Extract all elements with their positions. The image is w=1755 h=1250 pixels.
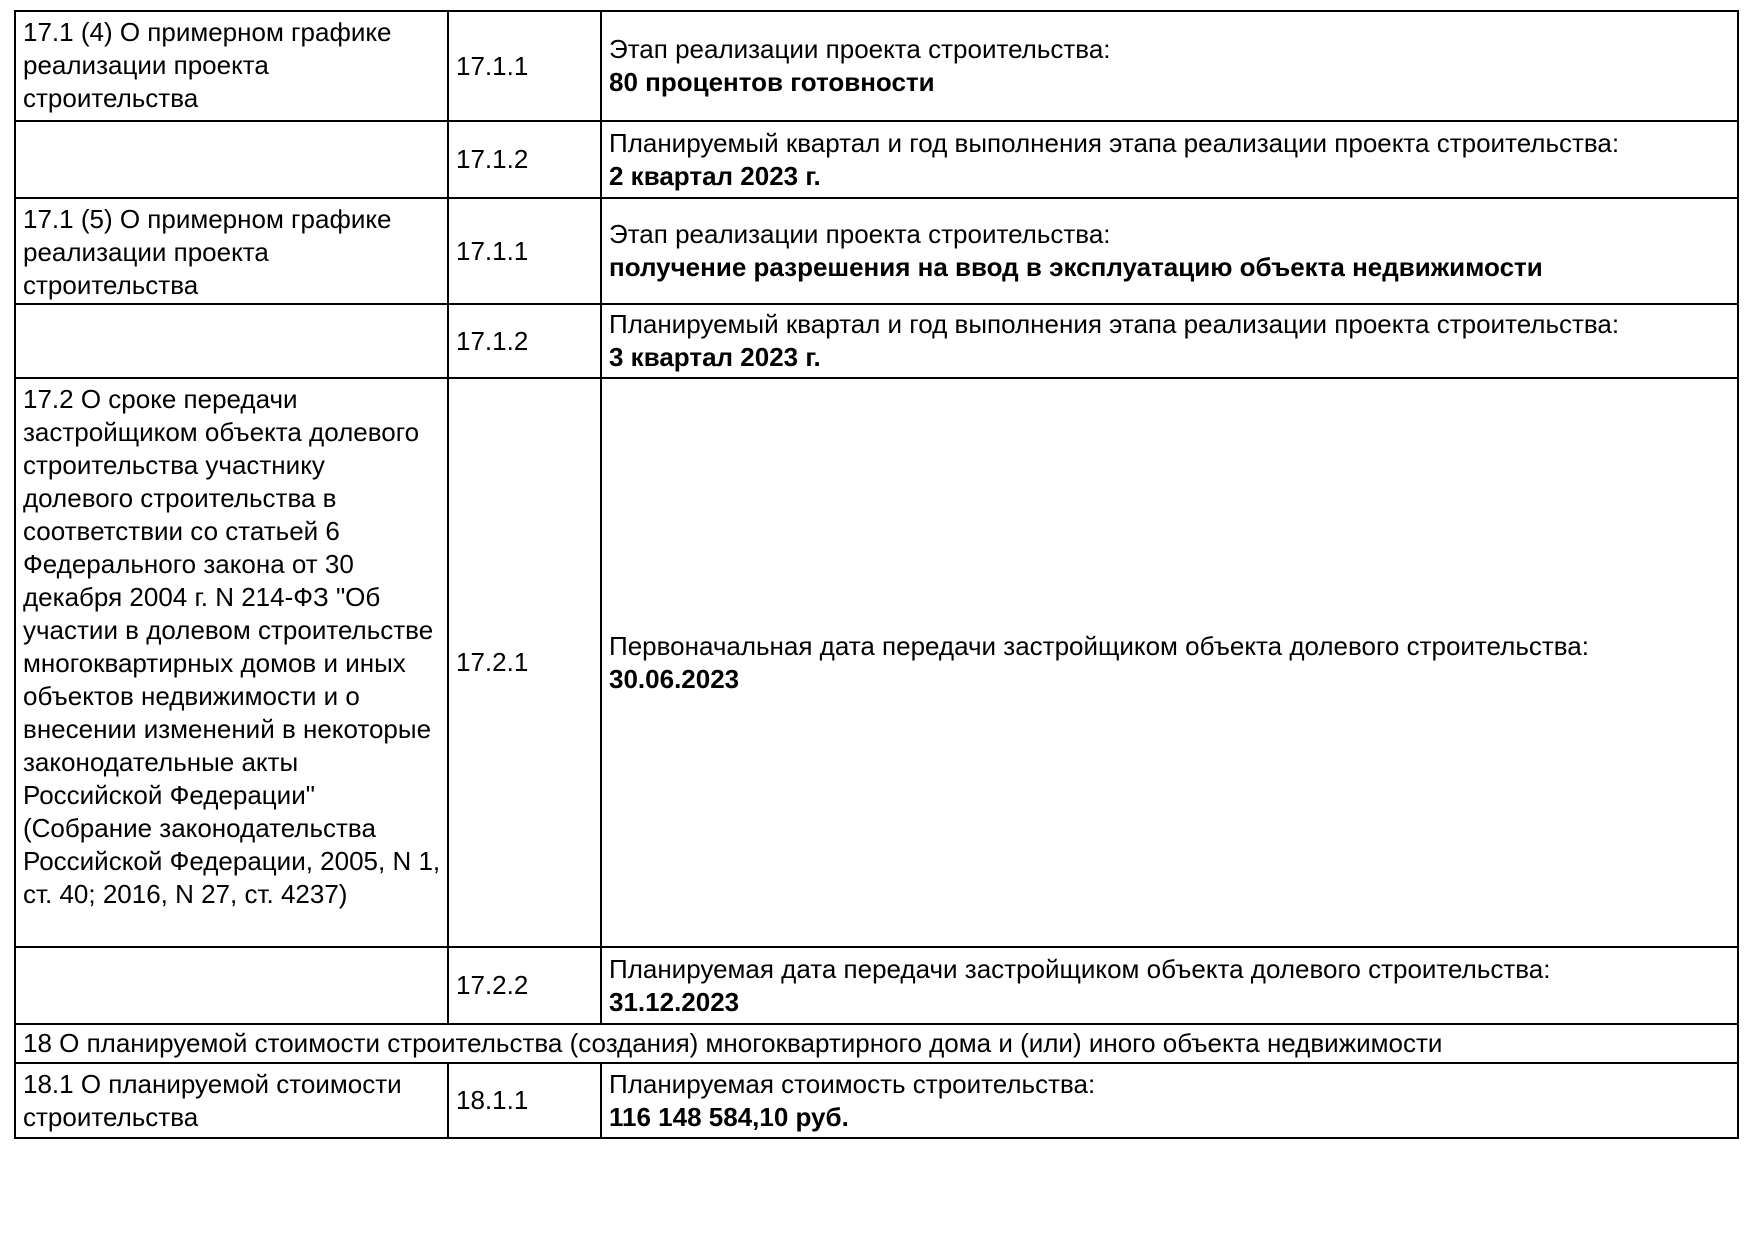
item-value: 31.12.2023 <box>609 986 740 1017</box>
item-value: 2 квартал 2023 г. <box>609 160 821 191</box>
section-header-cell: 18 О планируемой стоимости строительства (создания) многоквартирного дома и (или) иного объекта недвижимости <box>15 1024 1738 1063</box>
item-label: Планируемая стоимость строительства: <box>609 1068 1096 1099</box>
section-title-cell: 17.1 (4) О примерном графике реализации проекта строительства <box>15 11 448 121</box>
item-content-cell <box>601 198 1738 304</box>
item-value: 30.06.2023 <box>609 663 740 694</box>
section-title-cell-empty <box>15 121 448 198</box>
item-content-cell <box>601 947 1738 1024</box>
item-value: 3 квартал 2023 г. <box>609 342 821 372</box>
item-code-cell: 17.1.1 <box>448 11 601 121</box>
item-content-cell <box>601 304 1738 378</box>
item-label: Планируемая дата передачи застройщиком объекта долевого строительства: <box>609 953 1551 984</box>
item-code-cell: 17.2.2 <box>448 947 601 1024</box>
item-code-cell: 17.2.1 <box>448 378 601 947</box>
section-title-cell: 17.1 (5) О примерном графике реализации проекта строительства <box>15 198 448 304</box>
item-code-cell: 17.1.1 <box>448 198 601 304</box>
item-label: Первоначальная дата передачи застройщиком объекта долевого строительства: <box>609 630 1589 661</box>
item-content-cell <box>601 378 1738 947</box>
item-label: Планируемый квартал и год выполнения этапа реализации проекта строительства: <box>609 127 1620 158</box>
item-label: Планируемый квартал и год выполнения этапа реализации проекта строительства: <box>609 309 1620 339</box>
table-row <box>15 304 1738 378</box>
item-content-cell <box>601 11 1738 121</box>
project-declaration-table <box>14 10 1739 1139</box>
item-value: получение разрешения на ввод в эксплуатацию объекта недвижимости <box>609 252 1543 282</box>
section-title-cell-empty <box>15 947 448 1024</box>
section-header-row <box>15 1024 1738 1063</box>
section-title-cell-empty <box>15 304 448 378</box>
section-title-cell: 17.2 О сроке передачи застройщиком объекта долевого строительства участнику долевого строительства в соответствии со статьей 6 Федерального закона от 30 декабря 2004 г. N 214-ФЗ "Об участии в долевом строительстве многоквартирных домов и иных объектов недвижимости и о внесении изменений в некоторые законодательные акты Российской Федерации" (Собрание законодательства Российской Федерации, 2005, N 1, ст. 40; 2016, N 27, ст. 4237) <box>15 378 448 947</box>
item-content-cell <box>601 121 1738 198</box>
item-code-cell: 18.1.1 <box>448 1063 601 1138</box>
item-code-cell: 17.1.2 <box>448 304 601 378</box>
item-label: Этап реализации проекта строительства: <box>609 219 1111 249</box>
table-row <box>15 378 1738 947</box>
table-row <box>15 947 1738 1024</box>
table-row <box>15 198 1738 304</box>
table-row <box>15 1063 1738 1138</box>
item-code-cell: 17.1.2 <box>448 121 601 198</box>
item-label: Этап реализации проекта строительства: <box>609 34 1111 64</box>
table-row <box>15 11 1738 121</box>
table-row <box>15 121 1738 198</box>
item-content-cell <box>601 1063 1738 1138</box>
item-value: 80 процентов готовности <box>609 67 935 97</box>
item-value: 116 148 584,10 руб. <box>609 1101 849 1132</box>
section-title-cell: 18.1 О планируемой стоимости строительства <box>15 1063 448 1138</box>
